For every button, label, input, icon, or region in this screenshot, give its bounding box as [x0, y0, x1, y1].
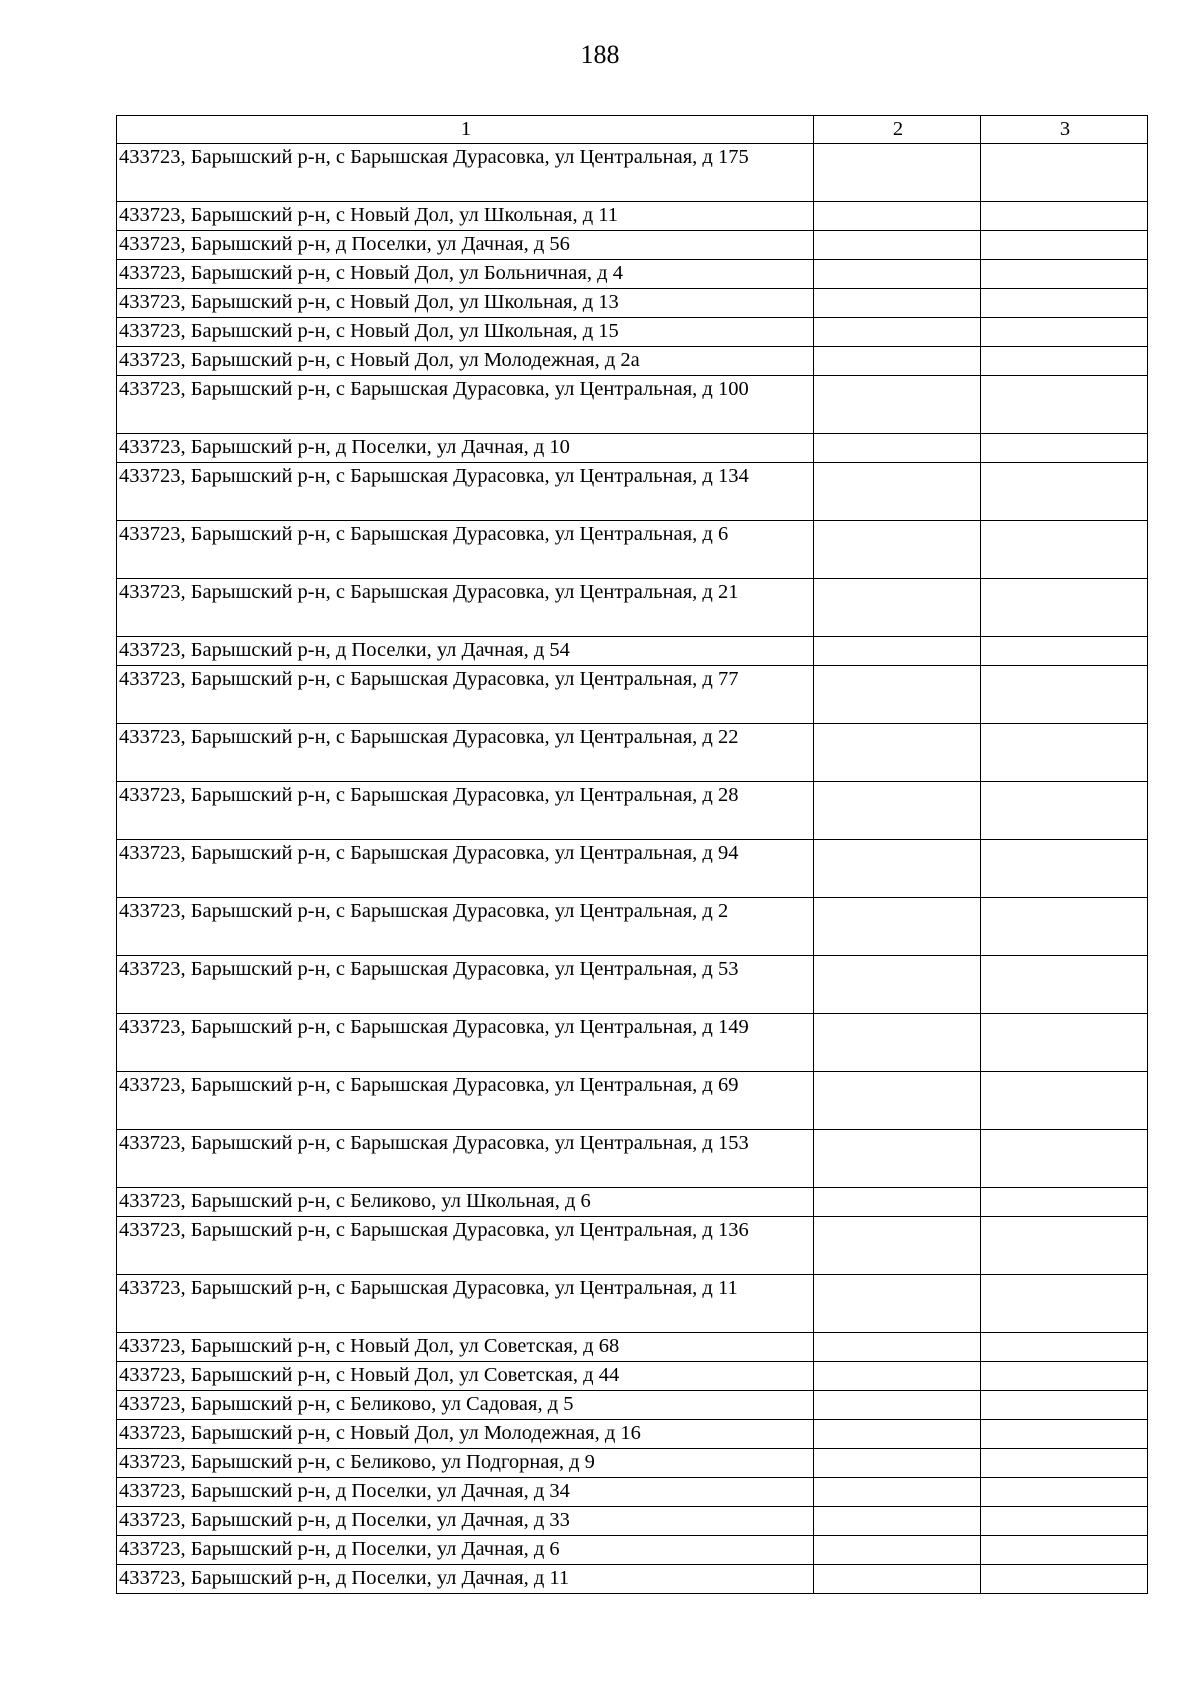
address-cell: 433723, Барышский р-н, с Барышская Дурасовка, ул Центральная, д 21 [117, 579, 814, 637]
column-3-cell [981, 231, 1148, 260]
address-cell: 433723, Барышский р-н, с Барышская Дурасовка, ул Центральная, д 175 [117, 144, 814, 202]
column-2-cell [814, 898, 981, 956]
address-cell: 433723, Барышский р-н, с Барышская Дурасовка, ул Центральная, д 22 [117, 724, 814, 782]
column-header-3: 3 [981, 116, 1148, 144]
address-cell: 433723, Барышский р-н, с Новый Дол, ул Советская, д 68 [117, 1333, 814, 1362]
address-cell: 433723, Барышский р-н, с Барышская Дурасовка, ул Центральная, д 69 [117, 1072, 814, 1130]
address-cell: 433723, Барышский р-н, с Барышская Дурасовка, ул Центральная, д 134 [117, 463, 814, 521]
column-3-cell [981, 1217, 1148, 1275]
column-3-cell [981, 1565, 1148, 1594]
column-3-cell [981, 1188, 1148, 1217]
address-cell: 433723, Барышский р-н, д Поселки, ул Дачная, д 34 [117, 1478, 814, 1507]
table-row [117, 202, 1148, 231]
column-2-cell [814, 724, 981, 782]
table-row [117, 289, 1148, 318]
table-body [117, 144, 1148, 1594]
column-3-cell [981, 579, 1148, 637]
address-cell: 433723, Барышский р-н, д Поселки, ул Дачная, д 33 [117, 1507, 814, 1536]
column-3-cell [981, 724, 1148, 782]
column-3-cell [981, 1275, 1148, 1333]
address-cell: 433723, Барышский р-н, с Барышская Дурасовка, ул Центральная, д 153 [117, 1130, 814, 1188]
column-3-cell [981, 144, 1148, 202]
address-table [116, 115, 1148, 1594]
column-3-cell [981, 1391, 1148, 1420]
column-3-cell [981, 260, 1148, 289]
column-3-cell [981, 1420, 1148, 1449]
address-cell: 433723, Барышский р-н, с Барышская Дурасовка, ул Центральная, д 100 [117, 376, 814, 434]
address-cell: 433723, Барышский р-н, с Барышская Дурасовка, ул Центральная, д 53 [117, 956, 814, 1014]
address-cell: 433723, Барышский р-н, с Новый Дол, ул Школьная, д 11 [117, 202, 814, 231]
column-2-cell [814, 1449, 981, 1478]
column-2-cell [814, 1478, 981, 1507]
table-row [117, 376, 1148, 434]
address-cell: 433723, Барышский р-н, с Беликово, ул Школьная, д 6 [117, 1188, 814, 1217]
column-3-cell [981, 318, 1148, 347]
column-2-cell [814, 376, 981, 434]
column-2-cell [814, 1333, 981, 1362]
column-2-cell [814, 463, 981, 521]
column-2-cell [814, 579, 981, 637]
column-2-cell [814, 1014, 981, 1072]
column-2-cell [814, 666, 981, 724]
table-row [117, 347, 1148, 376]
address-cell: 433723, Барышский р-н, д Поселки, ул Дачная, д 10 [117, 434, 814, 463]
column-3-cell [981, 1014, 1148, 1072]
table-row [117, 144, 1148, 202]
column-2-cell [814, 1188, 981, 1217]
address-cell: 433723, Барышский р-н, д Поселки, ул Дачная, д 11 [117, 1565, 814, 1594]
table-row [117, 1536, 1148, 1565]
column-3-cell [981, 376, 1148, 434]
column-3-cell [981, 289, 1148, 318]
column-3-cell [981, 666, 1148, 724]
address-cell: 433723, Барышский р-н, с Новый Дол, ул Молодежная, д 2а [117, 347, 814, 376]
address-cell: 433723, Барышский р-н, с Новый Дол, ул Советская, д 44 [117, 1362, 814, 1391]
column-3-cell [981, 782, 1148, 840]
table-row [117, 1449, 1148, 1478]
table-row [117, 579, 1148, 637]
table-row [117, 956, 1148, 1014]
address-cell: 433723, Барышский р-н, с Барышская Дурасовка, ул Центральная, д 149 [117, 1014, 814, 1072]
column-2-cell [814, 202, 981, 231]
page-number: 188 [580, 40, 620, 69]
column-2-cell [814, 260, 981, 289]
column-3-cell [981, 202, 1148, 231]
address-cell: 433723, Барышский р-н, д Поселки, ул Дачная, д 56 [117, 231, 814, 260]
address-cell: 433723, Барышский р-н, с Беликово, ул Садовая, д 5 [117, 1391, 814, 1420]
table-row [117, 1362, 1148, 1391]
column-2-cell [814, 1420, 981, 1449]
column-3-cell [981, 1072, 1148, 1130]
column-2-cell [814, 1507, 981, 1536]
column-3-cell [981, 1333, 1148, 1362]
column-3-cell [981, 1507, 1148, 1536]
table-row [117, 1188, 1148, 1217]
column-2-cell [814, 1362, 981, 1391]
table-header-row [117, 116, 1148, 144]
table-row [117, 1565, 1148, 1594]
address-cell: 433723, Барышский р-н, с Барышская Дурасовка, ул Центральная, д 11 [117, 1275, 814, 1333]
address-cell: 433723, Барышский р-н, с Барышская Дурасовка, ул Центральная, д 136 [117, 1217, 814, 1275]
table-row [117, 898, 1148, 956]
address-cell: 433723, Барышский р-н, с Барышская Дурасовка, ул Центральная, д 94 [117, 840, 814, 898]
column-2-cell [814, 637, 981, 666]
column-2-cell [814, 318, 981, 347]
column-3-cell [981, 1130, 1148, 1188]
table-row [117, 782, 1148, 840]
table-row [117, 1014, 1148, 1072]
address-cell: 433723, Барышский р-н, д Поселки, ул Дачная, д 54 [117, 637, 814, 666]
table-row [117, 724, 1148, 782]
column-2-cell [814, 521, 981, 579]
column-header-2: 2 [814, 116, 981, 144]
table-row [117, 1478, 1148, 1507]
column-2-cell [814, 782, 981, 840]
table-row [117, 1333, 1148, 1362]
table-row [117, 231, 1148, 260]
column-2-cell [814, 840, 981, 898]
address-cell: 433723, Барышский р-н, с Барышская Дурасовка, ул Центральная, д 28 [117, 782, 814, 840]
table-row [117, 1420, 1148, 1449]
column-2-cell [814, 1536, 981, 1565]
table-row [117, 318, 1148, 347]
column-2-cell [814, 1217, 981, 1275]
table-row [117, 1072, 1148, 1130]
table-row [117, 1275, 1148, 1333]
table-row [117, 521, 1148, 579]
column-3-cell [981, 1536, 1148, 1565]
address-cell: 433723, Барышский р-н, с Барышская Дурасовка, ул Центральная, д 77 [117, 666, 814, 724]
table-row [117, 666, 1148, 724]
column-3-cell [981, 1478, 1148, 1507]
address-cell: 433723, Барышский р-н, с Барышская Дурасовка, ул Центральная, д 2 [117, 898, 814, 956]
address-cell: 433723, Барышский р-н, с Новый Дол, ул Больничная, д 4 [117, 260, 814, 289]
column-3-cell [981, 956, 1148, 1014]
column-3-cell [981, 347, 1148, 376]
column-2-cell [814, 1391, 981, 1420]
column-3-cell [981, 434, 1148, 463]
table-row [117, 1130, 1148, 1188]
table-row [117, 260, 1148, 289]
table-row [117, 637, 1148, 666]
address-cell: 433723, Барышский р-н, с Новый Дол, ул Молодежная, д 16 [117, 1420, 814, 1449]
column-3-cell [981, 840, 1148, 898]
address-cell: 433723, Барышский р-н, с Барышская Дурасовка, ул Центральная, д 6 [117, 521, 814, 579]
address-cell: 433723, Барышский р-н, д Поселки, ул Дачная, д 6 [117, 1536, 814, 1565]
column-2-cell [814, 956, 981, 1014]
column-3-cell [981, 898, 1148, 956]
column-2-cell [814, 1072, 981, 1130]
column-2-cell [814, 347, 981, 376]
column-2-cell [814, 1275, 981, 1333]
column-header-1: 1 [117, 116, 814, 144]
address-cell: 433723, Барышский р-н, с Беликово, ул Подгорная, д 9 [117, 1449, 814, 1478]
column-3-cell [981, 637, 1148, 666]
column-3-cell [981, 1362, 1148, 1391]
table-row [117, 840, 1148, 898]
column-2-cell [814, 1565, 981, 1594]
table-row [117, 434, 1148, 463]
address-cell: 433723, Барышский р-н, с Новый Дол, ул Школьная, д 15 [117, 318, 814, 347]
column-2-cell [814, 231, 981, 260]
column-3-cell [981, 521, 1148, 579]
address-cell: 433723, Барышский р-н, с Новый Дол, ул Школьная, д 13 [117, 289, 814, 318]
column-2-cell [814, 289, 981, 318]
column-2-cell [814, 1130, 981, 1188]
table-row [117, 1391, 1148, 1420]
table-row [117, 463, 1148, 521]
column-2-cell [814, 144, 981, 202]
table-row [117, 1507, 1148, 1536]
table-row [117, 1217, 1148, 1275]
column-3-cell [981, 463, 1148, 521]
column-3-cell [981, 1449, 1148, 1478]
column-2-cell [814, 434, 981, 463]
